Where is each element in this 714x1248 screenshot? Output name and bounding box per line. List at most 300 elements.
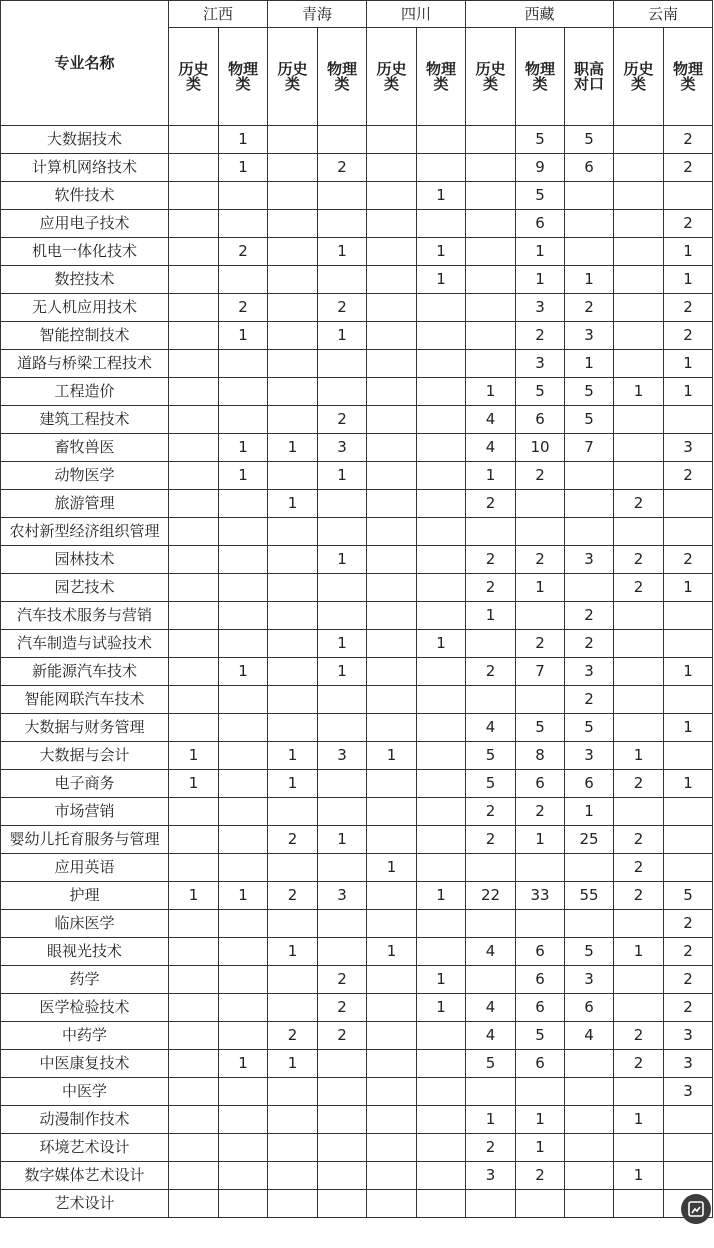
quota-cell: 2 <box>516 630 565 658</box>
quota-cell: 9 <box>516 154 565 182</box>
table-row <box>1 1190 713 1218</box>
quota-cell: 5 <box>516 714 565 742</box>
quota-cell <box>614 798 664 826</box>
quota-cell <box>169 126 219 154</box>
table-row <box>1 490 713 518</box>
quota-cell <box>367 574 417 602</box>
quota-cell <box>219 854 268 882</box>
quota-cell <box>466 322 516 350</box>
quota-cell: 1 <box>318 462 367 490</box>
quota-cell <box>466 182 516 210</box>
quota-cell: 2 <box>664 322 713 350</box>
quota-cell <box>219 574 268 602</box>
quota-cell <box>614 518 664 546</box>
quota-cell <box>565 518 614 546</box>
table-row <box>1 350 713 378</box>
quota-cell <box>417 910 466 938</box>
quota-cell <box>565 1162 614 1190</box>
quota-cell: 2 <box>664 462 713 490</box>
quota-cell: 5 <box>516 126 565 154</box>
quota-cell <box>367 154 417 182</box>
quota-cell <box>367 1162 417 1190</box>
quota-cell <box>268 1162 318 1190</box>
quota-cell <box>466 210 516 238</box>
quota-cell <box>268 322 318 350</box>
quota-cell <box>169 1022 219 1050</box>
quota-cell: 2 <box>318 1022 367 1050</box>
quota-cell: 2 <box>516 798 565 826</box>
quota-cell: 3 <box>466 1162 516 1190</box>
quota-cell <box>466 686 516 714</box>
major-name-cell: 数字媒体艺术设计 <box>1 1162 169 1190</box>
quota-cell <box>516 518 565 546</box>
quota-cell <box>367 126 417 154</box>
category-header-line: 类 <box>482 74 498 93</box>
table-row <box>1 154 713 182</box>
quota-cell <box>169 406 219 434</box>
quota-cell <box>268 210 318 238</box>
quota-cell <box>614 714 664 742</box>
quota-cell <box>367 490 417 518</box>
edit-image-button[interactable] <box>681 1194 711 1224</box>
quota-cell: 1 <box>516 1106 565 1134</box>
quota-cell <box>318 1050 367 1078</box>
quota-cell: 1 <box>417 266 466 294</box>
quota-cell: 1 <box>318 322 367 350</box>
quota-cell: 1 <box>417 238 466 266</box>
quota-cell <box>417 154 466 182</box>
category-header-line: 类 <box>185 74 201 93</box>
quota-cell <box>565 910 614 938</box>
table-row <box>1 882 713 910</box>
category-header <box>614 28 664 126</box>
quota-cell <box>219 518 268 546</box>
quota-cell <box>565 1078 614 1106</box>
quota-cell: 2 <box>565 294 614 322</box>
quota-cell: 2 <box>614 854 664 882</box>
quota-cell: 2 <box>268 1022 318 1050</box>
quota-cell <box>169 854 219 882</box>
quota-cell <box>417 406 466 434</box>
major-name-cell: 应用英语 <box>1 854 169 882</box>
quota-cell <box>268 518 318 546</box>
major-name-cell: 园艺技术 <box>1 574 169 602</box>
table-row <box>1 294 713 322</box>
category-header-line: 类 <box>235 74 251 93</box>
quota-cell <box>614 182 664 210</box>
quota-cell: 2 <box>466 574 516 602</box>
quota-cell: 6 <box>516 406 565 434</box>
quota-cell <box>318 378 367 406</box>
quota-cell <box>417 462 466 490</box>
quota-cell: 2 <box>318 994 367 1022</box>
quota-cell: 2 <box>664 546 713 574</box>
quota-cell: 2 <box>466 1134 516 1162</box>
quota-cell <box>614 994 664 1022</box>
quota-cell <box>268 1078 318 1106</box>
quota-cell: 7 <box>565 434 614 462</box>
quota-cell <box>318 350 367 378</box>
quota-cell <box>417 658 466 686</box>
table-row <box>1 770 713 798</box>
quota-cell <box>219 686 268 714</box>
quota-cell <box>219 350 268 378</box>
quota-cell <box>219 210 268 238</box>
quota-cell: 5 <box>565 406 614 434</box>
quota-cell: 2 <box>318 294 367 322</box>
quota-cell <box>417 1022 466 1050</box>
table-row <box>1 910 713 938</box>
major-name-cell: 智能网联汽车技术 <box>1 686 169 714</box>
quota-cell <box>169 350 219 378</box>
quota-cell <box>664 630 713 658</box>
quota-cell: 2 <box>516 546 565 574</box>
table-row <box>1 938 713 966</box>
quota-cell: 5 <box>466 770 516 798</box>
quota-cell: 3 <box>664 1050 713 1078</box>
quota-cell: 3 <box>664 1078 713 1106</box>
quota-cell: 1 <box>565 266 614 294</box>
quota-cell <box>614 1190 664 1218</box>
quota-cell: 5 <box>565 938 614 966</box>
quota-cell: 1 <box>268 938 318 966</box>
quota-cell <box>169 994 219 1022</box>
major-name-cell: 数控技术 <box>1 266 169 294</box>
quota-cell: 1 <box>268 1050 318 1078</box>
table-row <box>1 1050 713 1078</box>
quota-cell <box>664 854 713 882</box>
quota-cell <box>466 1190 516 1218</box>
quota-cell <box>367 210 417 238</box>
table-row <box>1 406 713 434</box>
quota-cell <box>417 294 466 322</box>
category-header-line: 类 <box>334 74 350 93</box>
quota-cell <box>219 546 268 574</box>
quota-cell <box>614 126 664 154</box>
quota-cell <box>516 910 565 938</box>
quota-cell: 1 <box>417 630 466 658</box>
major-name-cell: 道路与桥梁工程技术 <box>1 350 169 378</box>
quota-cell <box>318 1134 367 1162</box>
quota-cell <box>565 1134 614 1162</box>
quota-cell <box>219 266 268 294</box>
quota-cell <box>565 1190 614 1218</box>
quota-cell <box>516 1190 565 1218</box>
table-row <box>1 574 713 602</box>
table-row <box>1 658 713 686</box>
category-header-line: 物理 <box>326 59 357 78</box>
quota-cell: 3 <box>664 1022 713 1050</box>
table-row <box>1 1162 713 1190</box>
quota-cell <box>169 434 219 462</box>
quota-cell <box>565 574 614 602</box>
quota-cell: 10 <box>516 434 565 462</box>
table-row <box>1 378 713 406</box>
quota-cell <box>565 462 614 490</box>
quota-cell <box>614 462 664 490</box>
quota-cell: 6 <box>516 210 565 238</box>
table-row <box>1 686 713 714</box>
quota-cell <box>417 126 466 154</box>
table-row <box>1 826 713 854</box>
quota-cell: 1 <box>169 742 219 770</box>
quota-cell: 1 <box>268 434 318 462</box>
quota-cell: 2 <box>565 686 614 714</box>
quota-cell <box>614 210 664 238</box>
quota-cell: 5 <box>516 182 565 210</box>
table-row <box>1 994 713 1022</box>
quota-cell <box>169 294 219 322</box>
quota-cell <box>466 518 516 546</box>
quota-cell: 5 <box>516 1022 565 1050</box>
quota-cell: 2 <box>466 490 516 518</box>
quota-cell <box>169 1190 219 1218</box>
quota-cell: 7 <box>516 658 565 686</box>
category-header-line: 历史 <box>376 59 407 78</box>
quota-cell: 3 <box>565 742 614 770</box>
quota-cell <box>367 518 417 546</box>
quota-cell <box>318 490 367 518</box>
quota-cell: 1 <box>318 658 367 686</box>
quota-cell: 1 <box>367 938 417 966</box>
quota-cell <box>466 126 516 154</box>
quota-cell <box>219 1078 268 1106</box>
quota-cell <box>417 938 466 966</box>
quota-cell <box>268 406 318 434</box>
quota-cell <box>268 854 318 882</box>
quota-cell <box>466 154 516 182</box>
major-name-cell: 眼视光技术 <box>1 938 169 966</box>
quota-cell: 2 <box>219 294 268 322</box>
major-name-cell: 市场营销 <box>1 798 169 826</box>
quota-cell <box>169 322 219 350</box>
major-name-cell: 大数据与财务管理 <box>1 714 169 742</box>
table-row <box>1 518 713 546</box>
quota-cell <box>367 798 417 826</box>
quota-cell <box>614 1134 664 1162</box>
quota-cell <box>268 714 318 742</box>
quota-cell: 1 <box>664 350 713 378</box>
quota-cell: 1 <box>169 770 219 798</box>
major-name-cell: 中药学 <box>1 1022 169 1050</box>
quota-cell: 1 <box>318 546 367 574</box>
major-name-cell: 软件技术 <box>1 182 169 210</box>
quota-cell <box>565 182 614 210</box>
quota-cell <box>516 602 565 630</box>
quota-cell <box>367 910 417 938</box>
quota-cell <box>318 574 367 602</box>
quota-cell <box>417 1106 466 1134</box>
quota-cell: 1 <box>614 378 664 406</box>
quota-cell <box>417 602 466 630</box>
quota-cell: 1 <box>664 378 713 406</box>
table-row <box>1 266 713 294</box>
major-name-cell: 工程造价 <box>1 378 169 406</box>
quota-cell <box>367 602 417 630</box>
quota-cell <box>268 1106 318 1134</box>
quota-cell: 3 <box>318 882 367 910</box>
category-header-line: 类 <box>532 74 548 93</box>
quota-cell: 1 <box>318 238 367 266</box>
table-row <box>1 1022 713 1050</box>
quota-cell <box>268 238 318 266</box>
quota-cell <box>466 350 516 378</box>
quota-cell <box>614 238 664 266</box>
quota-cell: 2 <box>614 826 664 854</box>
quota-cell: 1 <box>516 266 565 294</box>
quota-cell <box>367 266 417 294</box>
quota-cell <box>318 602 367 630</box>
quota-cell <box>169 518 219 546</box>
quota-cell <box>169 630 219 658</box>
quota-cell: 2 <box>664 154 713 182</box>
quota-cell: 1 <box>466 602 516 630</box>
quota-cell: 1 <box>664 770 713 798</box>
quota-cell: 1 <box>219 882 268 910</box>
edit-image-icon <box>687 1200 705 1218</box>
quota-cell: 3 <box>664 434 713 462</box>
table-row <box>1 1106 713 1134</box>
quota-cell <box>219 182 268 210</box>
quota-cell <box>466 854 516 882</box>
quota-cell: 1 <box>565 350 614 378</box>
quota-cell: 6 <box>565 770 614 798</box>
quota-cell <box>169 574 219 602</box>
category-header-line: 类 <box>284 74 300 93</box>
quota-cell <box>614 350 664 378</box>
quota-cell: 2 <box>318 406 367 434</box>
category-header <box>318 28 367 126</box>
quota-cell: 1 <box>516 826 565 854</box>
quota-cell <box>367 1106 417 1134</box>
quota-cell: 1 <box>614 1162 664 1190</box>
table-row <box>1 966 713 994</box>
quota-cell <box>268 574 318 602</box>
quota-cell: 3 <box>318 742 367 770</box>
quota-cell <box>169 490 219 518</box>
category-header <box>169 28 219 126</box>
quota-cell: 3 <box>565 966 614 994</box>
category-header <box>466 28 516 126</box>
quota-cell <box>664 406 713 434</box>
quota-cell: 2 <box>466 798 516 826</box>
major-name-cell: 大数据与会计 <box>1 742 169 770</box>
quota-cell: 3 <box>565 322 614 350</box>
quota-cell <box>219 1134 268 1162</box>
quota-cell: 1 <box>318 826 367 854</box>
quota-cell: 33 <box>516 882 565 910</box>
quota-cell <box>565 490 614 518</box>
category-header-line: 历史 <box>623 59 654 78</box>
category-header <box>417 28 466 126</box>
quota-cell <box>169 826 219 854</box>
quota-cell <box>367 378 417 406</box>
quota-cell: 2 <box>614 546 664 574</box>
quota-cell: 2 <box>664 938 713 966</box>
major-name-cell: 机电一体化技术 <box>1 238 169 266</box>
quota-cell <box>466 294 516 322</box>
quota-cell <box>614 434 664 462</box>
quota-cell: 6 <box>516 770 565 798</box>
quota-cell <box>417 826 466 854</box>
quota-cell: 4 <box>466 406 516 434</box>
quota-cell <box>664 1134 713 1162</box>
quota-cell <box>367 462 417 490</box>
major-name-cell: 环境艺术设计 <box>1 1134 169 1162</box>
quota-cell: 8 <box>516 742 565 770</box>
quota-cell: 1 <box>268 770 318 798</box>
quota-cell <box>614 602 664 630</box>
quota-cell <box>219 714 268 742</box>
quota-cell <box>318 798 367 826</box>
category-header <box>664 28 713 126</box>
quota-cell: 2 <box>614 490 664 518</box>
quota-cell: 1 <box>417 994 466 1022</box>
province-header: 四川 <box>367 1 466 28</box>
quota-cell <box>219 742 268 770</box>
quota-cell <box>268 154 318 182</box>
quota-cell <box>169 182 219 210</box>
quota-cell: 3 <box>516 294 565 322</box>
major-name-cell: 无人机应用技术 <box>1 294 169 322</box>
category-header-line: 物理 <box>425 59 456 78</box>
quota-cell: 2 <box>664 294 713 322</box>
quota-cell <box>318 714 367 742</box>
major-column-header: 专业名称 <box>1 1 169 126</box>
quota-cell: 5 <box>466 1050 516 1078</box>
quota-cell: 4 <box>466 938 516 966</box>
quota-cell <box>516 854 565 882</box>
quota-cell <box>268 602 318 630</box>
table-row <box>1 126 713 154</box>
quota-cell <box>169 1162 219 1190</box>
major-name-cell: 电子商务 <box>1 770 169 798</box>
quota-cell: 2 <box>614 1050 664 1078</box>
quota-cell <box>219 826 268 854</box>
quota-cell: 2 <box>614 882 664 910</box>
quota-cell <box>367 966 417 994</box>
quota-cell <box>417 770 466 798</box>
quota-cell: 1 <box>219 322 268 350</box>
quota-cell <box>318 910 367 938</box>
quota-cell: 1 <box>219 154 268 182</box>
quota-cell: 1 <box>219 1050 268 1078</box>
quota-cell <box>367 1190 417 1218</box>
quota-cell: 1 <box>268 490 318 518</box>
quota-cell: 1 <box>268 742 318 770</box>
quota-cell <box>219 630 268 658</box>
quota-cell: 3 <box>565 658 614 686</box>
quota-cell: 5 <box>466 742 516 770</box>
quota-cell <box>169 378 219 406</box>
major-name-cell: 婴幼儿托育服务与管理 <box>1 826 169 854</box>
quota-cell: 22 <box>466 882 516 910</box>
quota-cell <box>614 406 664 434</box>
province-header: 云南 <box>614 1 713 28</box>
quota-cell <box>417 434 466 462</box>
major-name-cell: 建筑工程技术 <box>1 406 169 434</box>
quota-cell <box>614 266 664 294</box>
quota-cell: 2 <box>664 994 713 1022</box>
quota-cell: 6 <box>565 994 614 1022</box>
category-header-line: 物理 <box>672 59 703 78</box>
quota-cell <box>614 322 664 350</box>
quota-cell <box>367 1078 417 1106</box>
province-header: 江西 <box>169 1 268 28</box>
quota-cell: 1 <box>664 658 713 686</box>
quota-cell <box>219 1190 268 1218</box>
major-name-cell: 园林技术 <box>1 546 169 574</box>
